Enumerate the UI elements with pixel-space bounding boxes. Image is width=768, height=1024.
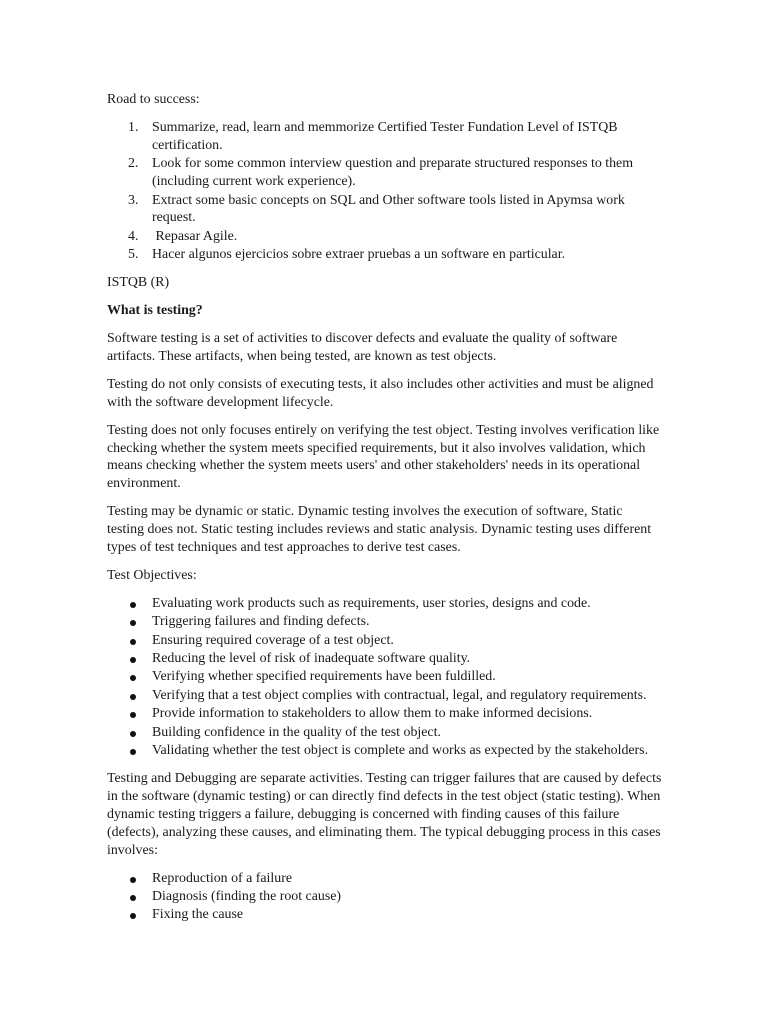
list-item-text: Reproduction of a failure [152, 870, 293, 886]
list-item [107, 687, 662, 705]
list-item [107, 192, 662, 228]
bullet-icon [130, 620, 136, 626]
steps-list [107, 119, 662, 264]
bullet-icon [130, 895, 136, 901]
list-item [107, 906, 662, 924]
list-item-text: Verifying whether specified requirements have been fuldilled. [152, 669, 496, 685]
intro-heading: Road to success: [107, 92, 200, 107]
list-item-text: Look for some common interview question and preparate structured responses to them (including current work experience). [152, 156, 634, 190]
bullet-icon [130, 639, 136, 645]
bullet-icon [130, 675, 136, 681]
list-item [107, 888, 662, 906]
list-item-text: Repasar Agile. [152, 228, 238, 244]
list-item [107, 870, 662, 888]
objectives-list [107, 595, 662, 760]
paragraph: Testing do not only consists of executing tests, it also includes other activities and must be aligned with the software development lifecycle. [107, 376, 654, 410]
list-item-text: Provide information to stakeholders to allow them to make informed decisions. [152, 706, 593, 722]
list-item [107, 632, 662, 650]
objectives-heading: Test Objectives: [107, 567, 197, 583]
paragraph: Software testing is a set of activities to discover defects and evaluate the quality of software artifacts. These artifacts, when being tested, are known as test objects. [107, 330, 618, 364]
list-item-text: Diagnosis (finding the root cause) [152, 888, 342, 904]
list-item-text: Hacer algunos ejercicios sobre extraer pruebas a un software en particular. [152, 247, 566, 263]
list-item [107, 650, 662, 668]
bullet-icon [130, 712, 136, 718]
paragraph: Testing and Debugging are separate activities. Testing can trigger failures that are caused by defects in the software (dynamic testing) or can directly find defects in the test object (static testing). When dynamic testing triggers a failure, debugging is concerned with finding causes of this failure (defects), analyzing these causes, and eliminating them. The typical debugging process in this cases involves: [107, 771, 662, 858]
list-item-text: Extract some basic concepts on SQL and Other software tools listed in Apymsa work request. [152, 192, 625, 226]
list-item [107, 705, 662, 723]
list-number: 1. [128, 119, 139, 135]
list-item [107, 119, 662, 155]
bullet-icon [130, 877, 136, 883]
document-page [107, 91, 662, 934]
list-item-text: Ensuring required coverage of a test object. [152, 632, 394, 648]
section-heading-what-is-testing: What is testing? [107, 303, 203, 319]
list-item-text: Fixing the cause [152, 907, 244, 923]
list-item-text: Verifying that a test object complies with contractual, legal, and regulatory requirements. [152, 687, 647, 703]
bullet-icon [130, 913, 136, 919]
list-item [107, 228, 662, 246]
list-item-text: Building confidence in the quality of the test object. [152, 724, 441, 740]
bullet-icon [130, 694, 136, 700]
debugging-steps-list [107, 870, 662, 925]
istqb-label: ISTQB (R) [107, 275, 170, 291]
list-item [107, 724, 662, 742]
paragraph: Testing may be dynamic or static. Dynamic testing involves the execution of software, Static testing does not. Static testing includes reviews and static analysis. Dynamic testing uses different types of test techniques and test approaches to derive test cases. [107, 504, 652, 556]
bullet-icon [130, 602, 136, 608]
list-number: 3. [128, 192, 139, 208]
list-number: 5. [128, 247, 139, 263]
list-item [107, 246, 662, 264]
paragraph: Testing does not only focuses entirely on verifying the test object. Testing involves verification like checking whether the system meets specified requirements, but it also involves validation, which means checking whether the system meets users' and other stakeholders' needs in its operational environment. [107, 422, 660, 492]
bullet-icon [130, 749, 136, 755]
list-item-text: Summarize, read, learn and memmorize Certified Tester Fundation Level of ISTQB certification. [152, 119, 618, 153]
list-item-text: Triggering failures and finding defects. [152, 614, 370, 630]
list-item-text: Validating whether the test object is complete and works as expected by the stakeholders. [152, 743, 649, 759]
list-number: 4. [128, 228, 139, 244]
list-item [107, 613, 662, 631]
bullet-icon [130, 731, 136, 737]
list-item [107, 595, 662, 613]
list-item [107, 668, 662, 686]
list-number: 2. [128, 156, 139, 172]
list-item [107, 742, 662, 760]
list-item-text: Evaluating work products such as requirements, user stories, designs and code. [152, 595, 591, 611]
bullet-icon [130, 657, 136, 663]
list-item [107, 155, 662, 191]
list-item-text: Reducing the level of risk of inadequate software quality. [152, 651, 471, 667]
